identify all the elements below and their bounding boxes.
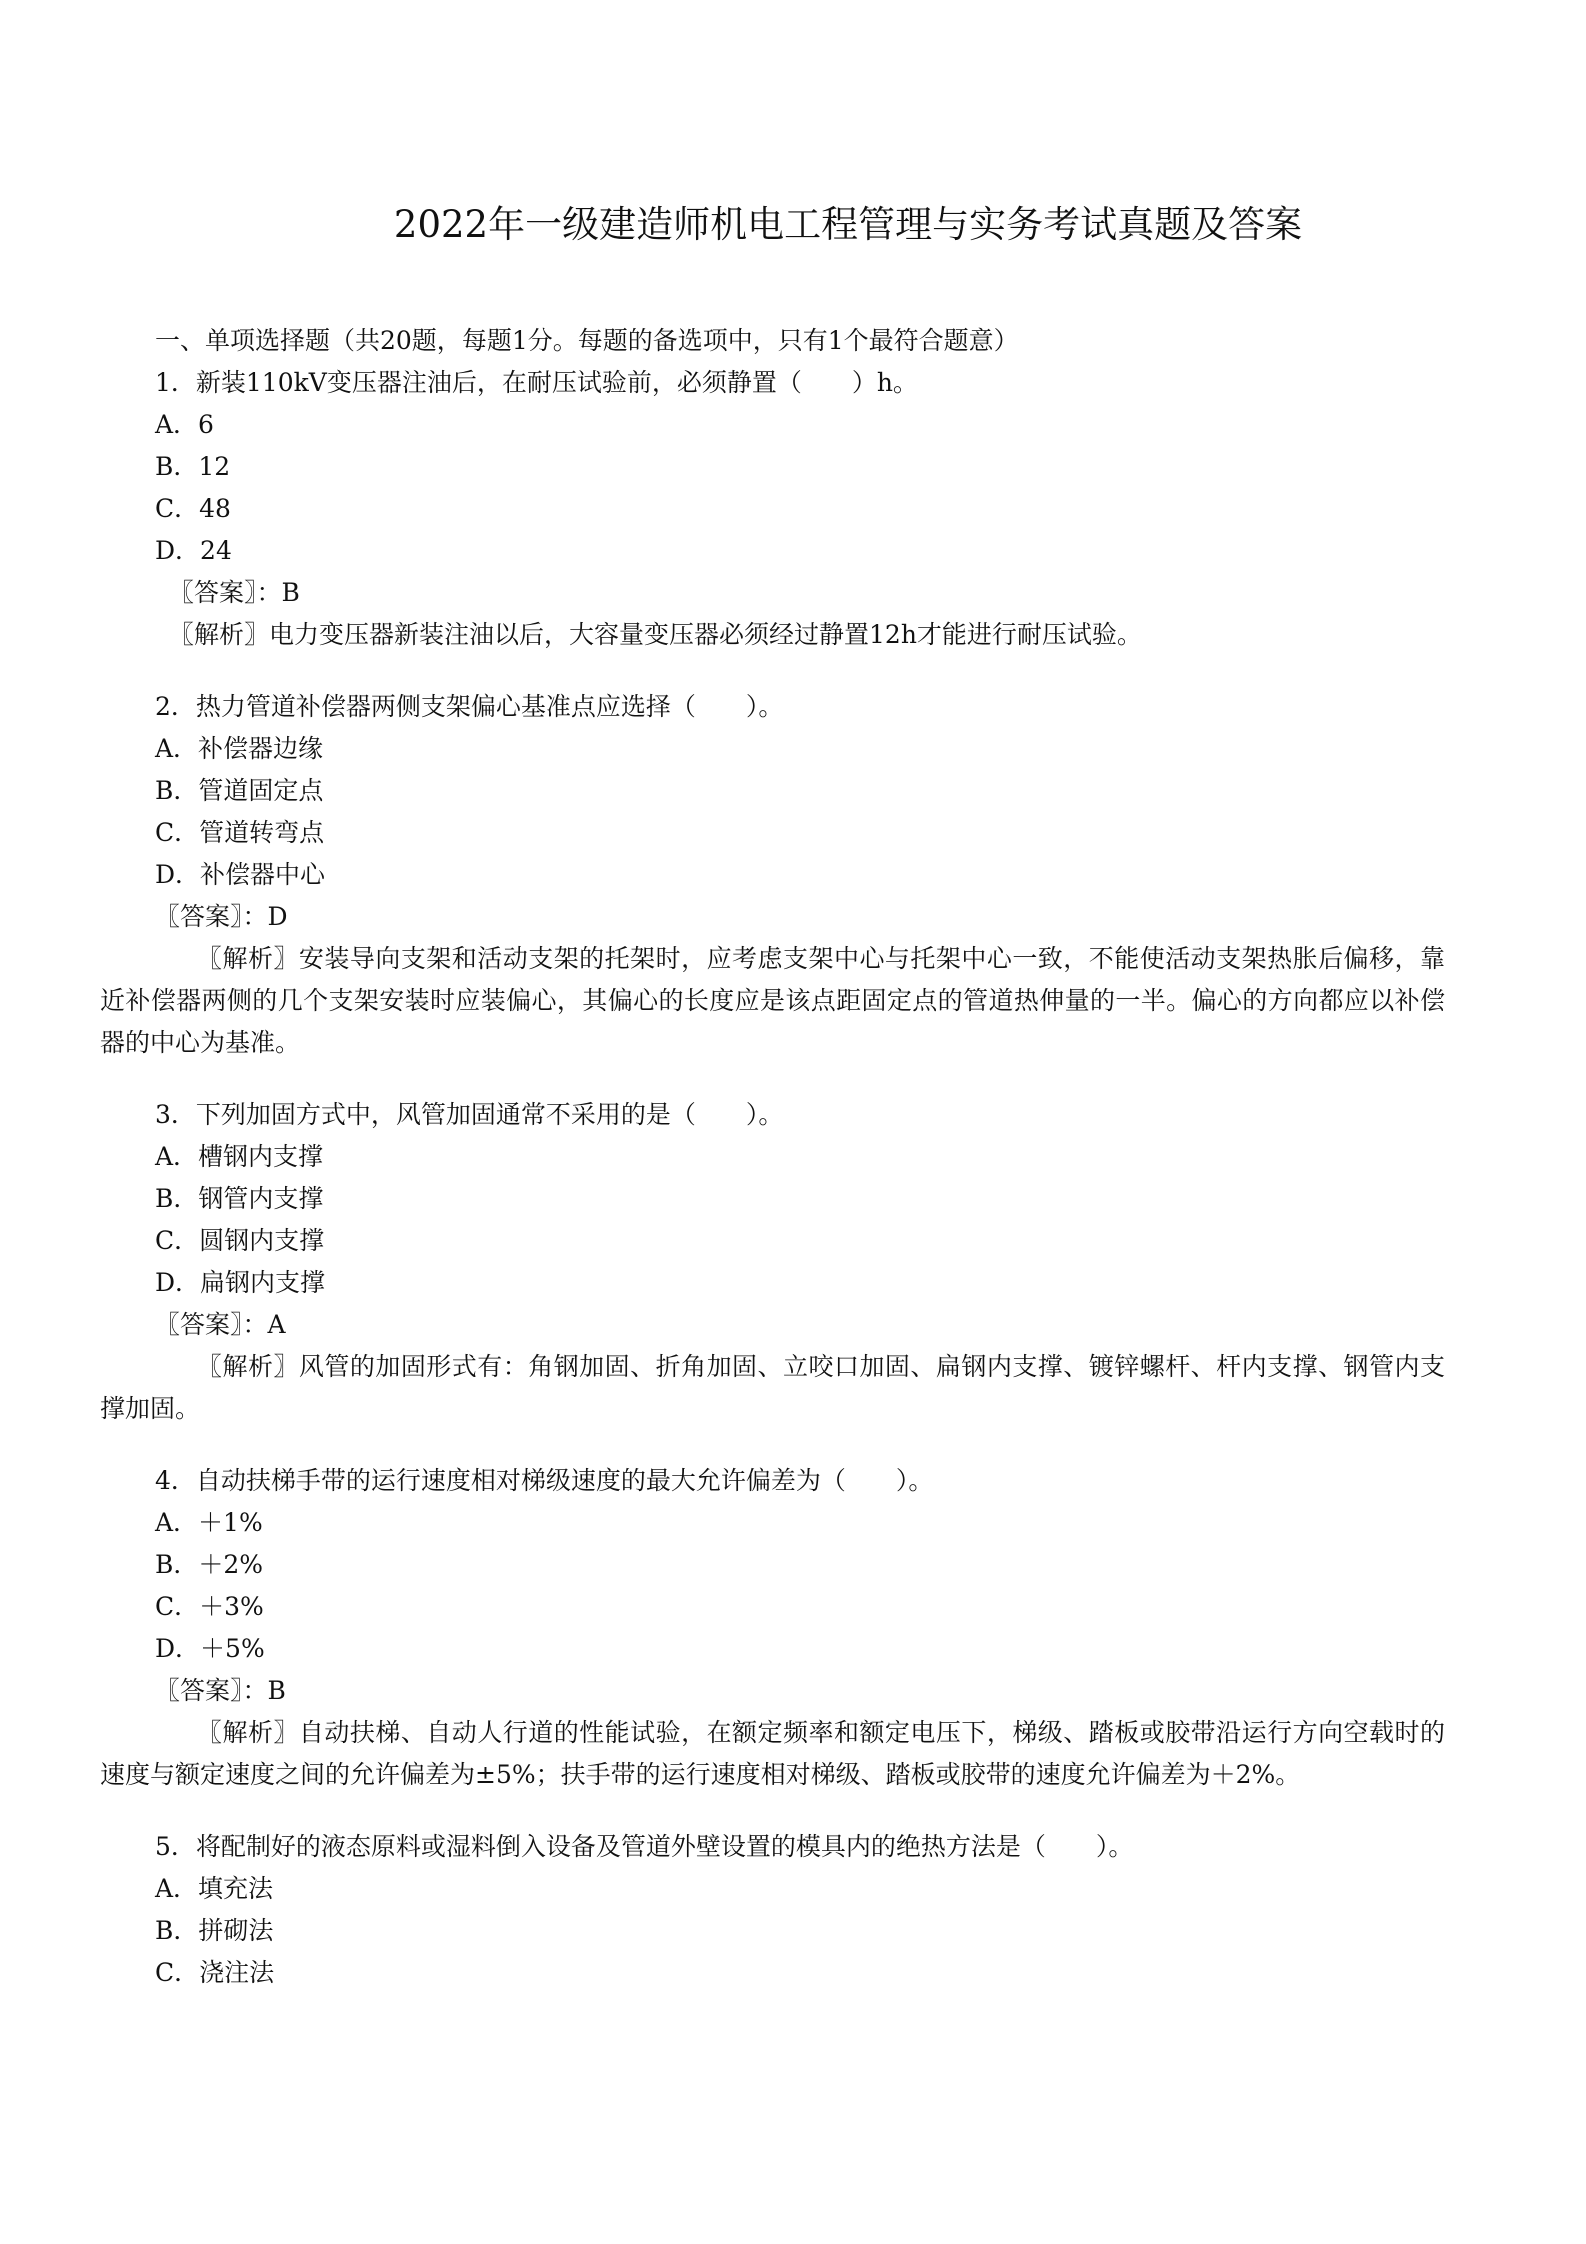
document-title: 2022年一级建造师机电工程管理与实务考试真题及答案 bbox=[393, 203, 1303, 246]
answer: 〖答案〗：D bbox=[155, 902, 288, 931]
option-d: D．扁钢内支撑 bbox=[155, 1268, 326, 1297]
answer: 〖答案〗：B bbox=[169, 578, 300, 607]
question-stem: 1．新装110kV变压器注油后，在耐压试验前，必须静置（ ）h。 bbox=[155, 368, 918, 397]
analysis: 〖解析〗自动扶梯、自动人行道的性能试验，在额定频率和额定电压下，梯级、踏板或胶带沿运行方向空载时的速度与额定速度之间的允许偏差为±5%；扶手带的运行速度相对梯级、踏板或胶带的速度允许偏差为＋2%。 bbox=[100, 1718, 1445, 1789]
option-a: A．补偿器边缘 bbox=[155, 734, 324, 763]
question-4 bbox=[100, 1460, 1445, 1796]
option-a: A．＋1% bbox=[155, 1508, 263, 1537]
question-1 bbox=[155, 362, 1445, 656]
option-d: D．补偿器中心 bbox=[155, 860, 326, 889]
option-a: A．填充法 bbox=[155, 1874, 274, 1903]
option-c: C．圆钢内支撑 bbox=[155, 1226, 325, 1255]
question-5 bbox=[155, 1826, 1445, 1994]
option-b: B．钢管内支撑 bbox=[155, 1184, 324, 1213]
question-stem: 2．热力管道补偿器两侧支架偏心基准点应选择（ ）。 bbox=[155, 692, 784, 721]
question-3 bbox=[100, 1094, 1445, 1430]
option-c: C．48 bbox=[155, 494, 231, 523]
option-a: A．槽钢内支撑 bbox=[155, 1142, 324, 1171]
analysis: 〖解析〗风管的加固形式有：角钢加固、折角加固、立咬口加固、扁钢内支撑、镀锌螺杆、杆内支撑、钢管内支撑加固。 bbox=[100, 1352, 1445, 1423]
answer: 〖答案〗：B bbox=[155, 1676, 286, 1705]
question-stem: 3．下列加固方式中，风管加固通常不采用的是（ ）。 bbox=[155, 1100, 784, 1129]
option-b: B．＋2% bbox=[155, 1550, 264, 1579]
option-b: B．12 bbox=[155, 452, 231, 481]
option-b: B．管道固定点 bbox=[155, 776, 324, 805]
option-c: C．浇注法 bbox=[155, 1958, 275, 1987]
option-c: C．管道转弯点 bbox=[155, 818, 325, 847]
option-d: D．24 bbox=[155, 536, 232, 565]
answer: 〖答案〗：A bbox=[155, 1310, 286, 1339]
option-c: C．＋3% bbox=[155, 1592, 264, 1621]
question-2 bbox=[100, 686, 1445, 1064]
option-d: D．＋5% bbox=[155, 1634, 265, 1663]
section-heading: 一、单项选择题（共20题，每题1分。每题的备选项中，只有1个最符合题意） bbox=[155, 326, 1019, 355]
option-a: A．6 bbox=[155, 410, 214, 439]
analysis: 〖解析〗安装导向支架和活动支架的托架时，应考虑支架中心与托架中心一致，不能使活动支架热胀后偏移，靠近补偿器两侧的几个支架安装时应装偏心，其偏心的长度应是该点距固定点的管道热伸量的一半。偏心的方向都应以补偿器的中心为基准。 bbox=[100, 944, 1445, 1057]
analysis: 〖解析〗电力变压器新装注油以后，大容量变压器必须经过静置12h才能进行耐压试验。 bbox=[169, 620, 1142, 649]
option-b: B．拼砌法 bbox=[155, 1916, 274, 1945]
question-stem: 5．将配制好的液态原料或湿料倒入设备及管道外壁设置的模具内的绝热方法是（ ）。 bbox=[155, 1832, 1134, 1861]
document-body bbox=[100, 320, 1445, 2024]
question-stem: 4．自动扶梯手带的运行速度相对梯级速度的最大允许偏差为（ ）。 bbox=[155, 1466, 934, 1495]
